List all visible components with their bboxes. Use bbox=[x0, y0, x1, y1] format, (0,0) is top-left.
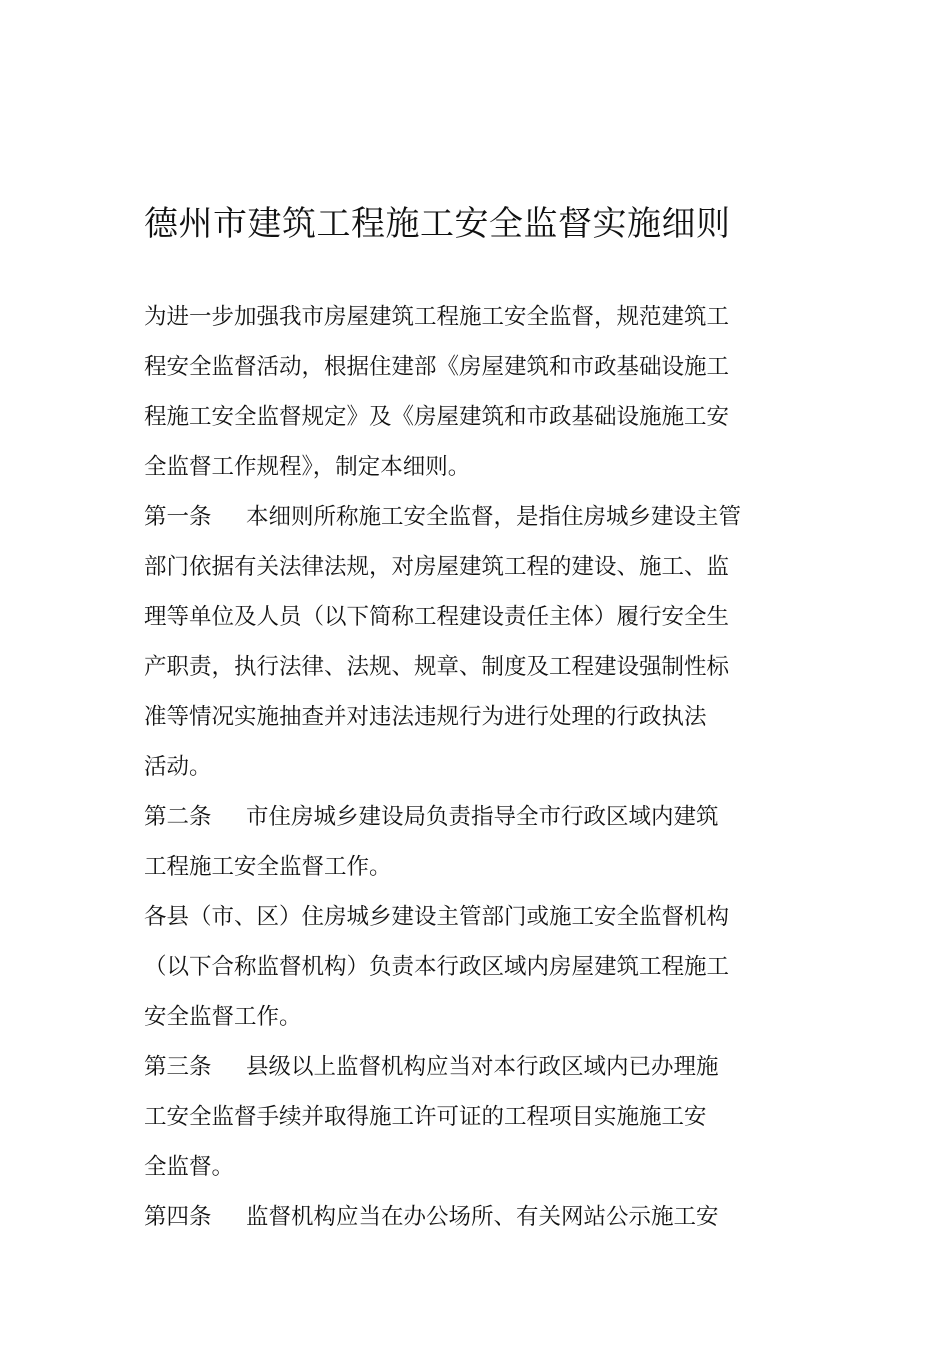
article-3-line-3: 全监督。 bbox=[144, 1154, 235, 1180]
intro-line-3: 程施工安全监督规定》及《房屋建筑和市政基础设施施工安 bbox=[144, 404, 730, 430]
intro-line-2: 程安全监督活动，根据住建部《房屋建筑和市政基础设施工 bbox=[144, 354, 730, 380]
article-2-label: 第二条 bbox=[144, 804, 212, 830]
article-1-line-2: 部门依据有关法律法规，对房屋建筑工程的建设、施工、监 bbox=[144, 554, 730, 580]
article-1-line-5: 准等情况实施抽查并对违法违规行为进行处理的行政执法 bbox=[144, 704, 707, 730]
intro-line-1: 为进一步加强我市房屋建筑工程施工安全监督，规范建筑工 bbox=[144, 304, 730, 330]
article-2-line-1: 第二条 市住房城乡建设局负责指导全市行政区域内建筑 bbox=[144, 804, 719, 830]
article-4-line-1: 第四条 监督机构应当在办公场所、有关网站公示施工安 bbox=[144, 1204, 719, 1230]
article-3-label: 第三条 bbox=[144, 1054, 212, 1080]
article-3-line-2: 工安全监督手续并取得施工许可证的工程项目实施施工安 bbox=[144, 1104, 707, 1130]
county-line-1: 各县（市、区）住房城乡建设主管部门或施工安全监督机构 bbox=[144, 904, 730, 930]
article-1-line-3: 理等单位及人员（以下简称工程建设责任主体）履行安全生 bbox=[144, 604, 730, 630]
article-1-label: 第一条 bbox=[144, 504, 212, 530]
article-1-line-6: 活动。 bbox=[144, 754, 212, 780]
article-3-line-1: 第三条 县级以上监督机构应当对本行政区域内已办理施 bbox=[144, 1054, 719, 1080]
article-4-label: 第四条 bbox=[144, 1204, 212, 1230]
article-1-line-4: 产职责，执行法律、法规、规章、制度及工程建设强制性标 bbox=[144, 654, 730, 680]
document-title: 德州市建筑工程施工安全监督实施细则 bbox=[144, 204, 731, 244]
county-line-3: 安全监督工作。 bbox=[144, 1004, 302, 1030]
article-1-line-1: 第一条 本细则所称施工安全监督，是指住房城乡建设主管 bbox=[144, 504, 742, 530]
county-line-2: （以下合称监督机构）负责本行政区域内房屋建筑工程施工 bbox=[144, 954, 730, 980]
article-2-line-2: 工程施工安全监督工作。 bbox=[144, 854, 392, 880]
intro-line-4: 全监督工作规程》，制定本细则。 bbox=[144, 454, 471, 480]
